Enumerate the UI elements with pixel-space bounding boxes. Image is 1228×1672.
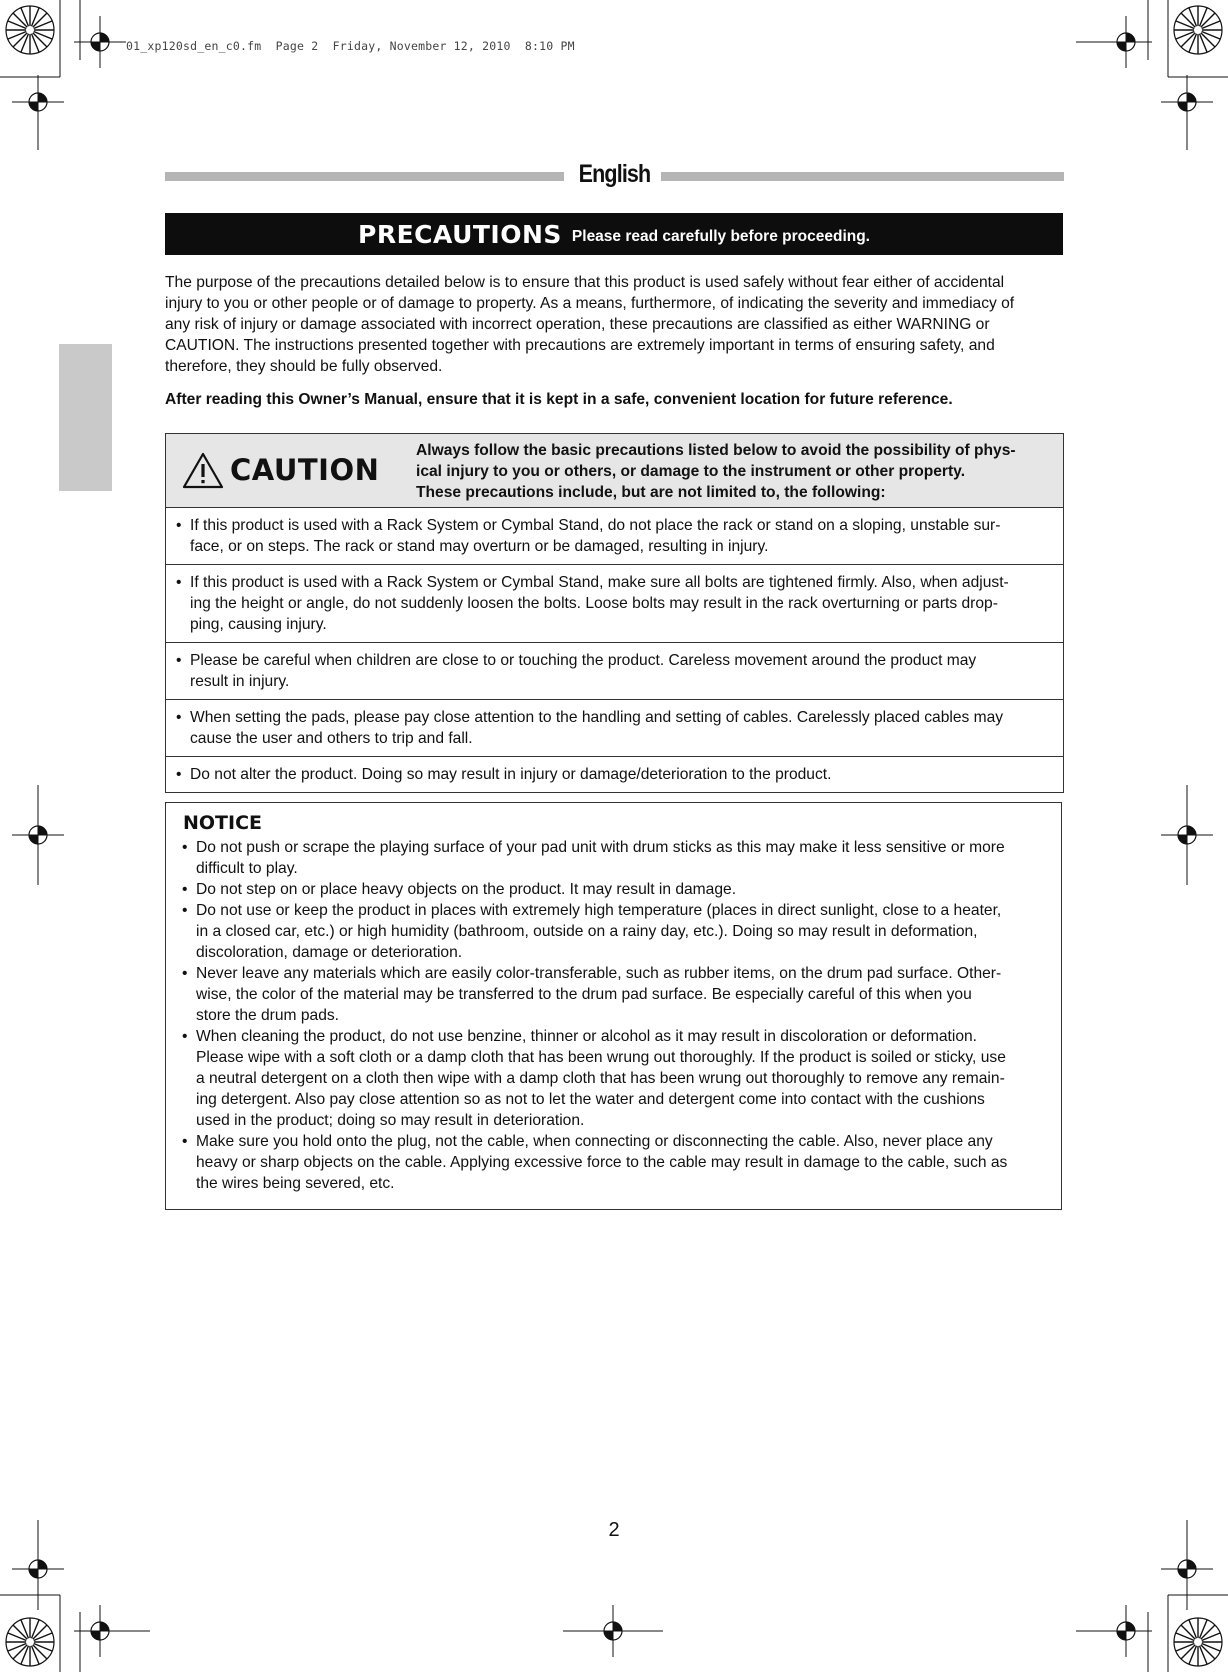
bullet: •	[182, 1028, 188, 1045]
language-heading-row	[165, 160, 1064, 190]
notice-item	[182, 963, 1045, 1026]
notice-item	[182, 900, 1045, 963]
precautions-banner	[165, 213, 1063, 255]
caution-header	[166, 434, 1063, 508]
notice-item-line: ing detergent. Also pay close attention so as not to let the water and detergent come into contact with the cushions	[196, 1091, 985, 1108]
caution-label	[166, 434, 416, 507]
intro-line: any risk of injury or damage associated with incorrect operation, these precautions are classified as either WARNING or	[165, 316, 990, 333]
notice-item-line: heavy or sharp objects on the cable. Applying excessive force to the cable may result in damage to the cable, such as	[196, 1154, 1008, 1171]
caution-description	[416, 434, 1063, 507]
notice-item-text	[196, 1026, 1045, 1131]
notice-item-line: When cleaning the product, do not use benzine, thinner or alcohol as it may result in discoloration or deformation.	[196, 1028, 977, 1045]
caution-item-line: If this product is used with a Rack System or Cymbal Stand, do not place the rack or stand on a sloping, unstable sur-	[190, 517, 1001, 534]
caution-item	[166, 757, 1063, 792]
caution-item	[166, 508, 1063, 565]
bullet: •	[182, 881, 188, 898]
intro-paragraph	[165, 272, 1065, 377]
intro-line: The purpose of the precautions detailed below is to ensure that this product is used safely without fear either of accidental	[165, 274, 1005, 291]
caution-table	[165, 433, 1064, 793]
caution-item-text	[190, 650, 1053, 692]
bullet: •	[176, 652, 182, 669]
notice-item-line: Please wipe with a soft cloth or a damp cloth that has been wrung out thoroughly. If the product is soiled or sticky, use	[196, 1049, 1006, 1066]
notice-box	[165, 802, 1062, 1210]
notice-item-line: used in the product; doing so may result in deterioration.	[196, 1112, 585, 1129]
bullet: •	[176, 766, 182, 783]
intro-emphasis: After reading this Owner’s Manual, ensure that it is kept in a safe, convenient location for future reference.	[165, 391, 953, 408]
bullet: •	[182, 839, 188, 856]
bullet: •	[176, 574, 182, 591]
language-side-tab	[59, 344, 112, 491]
notice-item	[182, 837, 1045, 879]
notice-item	[182, 1131, 1045, 1194]
bullet: •	[182, 1133, 188, 1150]
caution-item	[166, 643, 1063, 700]
caution-item-text	[190, 707, 1053, 749]
caution-item-line: Do not alter the product. Doing so may result in injury or damage/deterioration to the product.	[190, 766, 832, 783]
caution-item-line: If this product is used with a Rack System or Cymbal Stand, make sure all bolts are tightened firmly. Also, when adjust-	[190, 574, 1009, 591]
caution-item-text	[190, 572, 1053, 635]
notice-item-line: Do not step on or place heavy objects on the product. It may result in damage.	[196, 881, 737, 898]
page-number: 2	[608, 1519, 620, 1541]
caution-item-line: When setting the pads, please pay close attention to the handling and setting of cables. Carelessly placed cables may	[190, 709, 1004, 726]
notice-item-line: a neutral detergent on a cloth then wipe with a damp cloth that has been wrung out thoroughly to remove any remain-	[196, 1070, 1005, 1087]
warning-triangle-icon	[182, 452, 224, 490]
notice-item-text	[196, 1131, 1045, 1194]
caution-item-line: result in injury.	[190, 673, 290, 690]
bullet: •	[182, 902, 188, 919]
caution-item-line: cause the user and others to trip and fall.	[190, 730, 473, 747]
bullet: •	[182, 965, 188, 982]
notice-item-line: in a closed car, etc.) or high humidity (bathroom, outside on a rainy day, etc.). Doing so may result in deformation,	[196, 923, 978, 940]
language-heading: English	[578, 160, 651, 188]
notice-item	[182, 1026, 1045, 1131]
notice-item-line: discoloration, damage or deterioration.	[196, 944, 463, 961]
caution-description-line: These precautions include, but are not limited to, the following:	[416, 484, 886, 501]
caution-description-line: ical injury to you or others, or damage to the instrument or other property.	[416, 463, 966, 480]
caution-item-line: face, or on steps. The rack or stand may overturn or be damaged, resulting in injury.	[190, 538, 769, 555]
notice-item-line: the wires being severed, etc.	[196, 1175, 395, 1192]
file-slug: 01_xp120sd_en_c0.fm Page 2 Friday, November 12, 2010 8:10 PM	[126, 39, 575, 53]
caution-description-line: Always follow the basic precautions listed below to avoid the possibility of phys-	[416, 442, 1016, 459]
notice-item	[182, 879, 1045, 900]
intro-section	[165, 272, 1065, 410]
caution-item-line: Please be careful when children are close to or touching the product. Careless movement around the product may	[190, 652, 977, 669]
intro-line: CAUTION. The instructions presented together with precautions are extremely important in terms of ensuring safety, and	[165, 337, 995, 354]
notice-item-line: wise, the color of the material may be transferred to the drum pad surface. Be especially careful of this when you	[196, 986, 972, 1003]
caution-item-line: ing the height or angle, do not suddenly loosen the bolts. Loose bolts may result in the rack overturning or parts drop-	[190, 595, 998, 612]
bullet: •	[176, 517, 182, 534]
notice-item-line: Make sure you hold onto the plug, not the cable, when connecting or disconnecting the cable. Also, never place any	[196, 1133, 993, 1150]
notice-item-line: Never leave any materials which are easily color-transferable, such as rubber items, on the drum pad surface. Other-	[196, 965, 1002, 982]
notice-item-line: Do not push or scrape the playing surface of your pad unit with drum sticks as this may make it less sensitive or more	[196, 839, 1005, 856]
precautions-title: PRECAUTIONS	[358, 219, 562, 249]
caution-word: CAUTION	[230, 453, 380, 487]
notice-item-text	[196, 879, 1045, 900]
heading-rule-right	[661, 172, 1064, 181]
notice-item-line: store the drum pads.	[196, 1007, 340, 1024]
intro-line: therefore, they should be fully observed.	[165, 358, 443, 375]
precautions-subtitle: Please read carefully before proceeding.	[571, 228, 870, 245]
notice-item-text	[196, 963, 1045, 1026]
caution-item-text	[190, 515, 1053, 557]
intro-line: injury to you or other people or of damage to property. As a means, furthermore, of indicating the severity and immediacy of	[165, 295, 1015, 312]
notice-title: NOTICE	[183, 812, 263, 834]
caution-item-line: ping, causing injury.	[190, 616, 327, 633]
notice-item-text	[196, 837, 1045, 879]
notice-item-text	[196, 900, 1045, 963]
notice-item-line: difficult to play.	[196, 860, 298, 877]
caution-item	[166, 565, 1063, 643]
bullet: •	[176, 709, 182, 726]
caution-item	[166, 700, 1063, 757]
notice-item-line: Do not use or keep the product in places with extremely high temperature (places in direct sunlight, close to a heater,	[196, 902, 1002, 919]
caution-item-text	[190, 764, 1053, 785]
